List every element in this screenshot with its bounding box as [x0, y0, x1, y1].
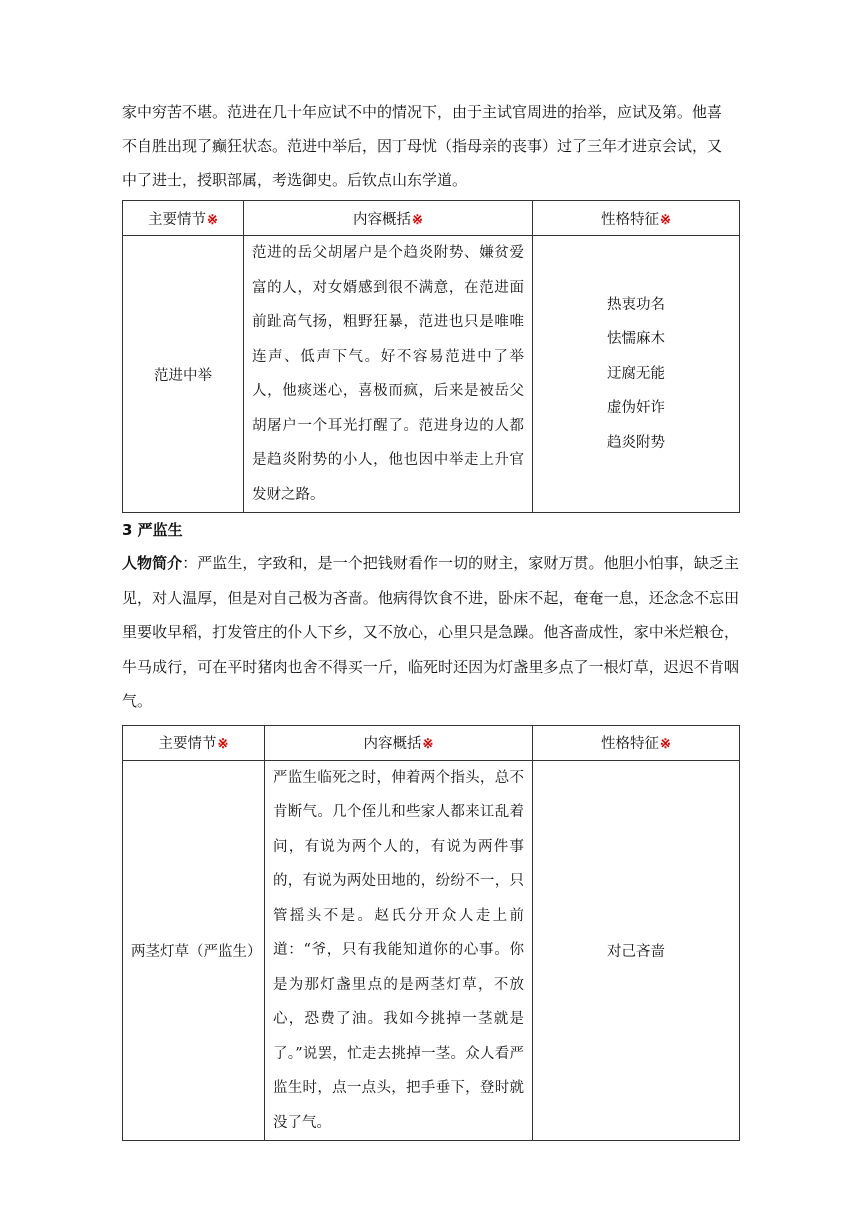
header-summary: 内容概括※ [265, 725, 533, 760]
header-plot: 主要情节※ [123, 725, 265, 760]
trait-item: 迂腐无能 [607, 365, 665, 382]
table-header-row [123, 725, 740, 760]
header-plot: 主要情节※ [123, 201, 244, 236]
plot-cell: 范进中举 [123, 236, 244, 513]
trait-item: 热衷功名 [607, 296, 665, 313]
intro-text: ：严监生，字致和，是一个把钱财看作一切的财主，家财万贯。他胆小怕事，缺乏主见，对人温厚，但是对自己极为吝啬。他病得饮食不进，卧床不起，奄奄一息，还念念不忘田里要收早稻，打发管庄的仆人下乡，又不放心，心里只是急躁。他吝啬成性，家中米烂粮仓，牛马成行，可在平时猪肉也舍不得买一斤，临死时还因为灯盏里多点了一根灯草，迟迟不肯咽气。 [122, 554, 739, 710]
reference-mark: ※ [412, 212, 423, 228]
yanjiansheng-table [122, 725, 740, 1142]
reference-mark: ※ [422, 737, 434, 752]
traits-cell [533, 236, 740, 513]
reference-mark: ※ [207, 212, 218, 228]
trait-item: 虚伪奸诈 [607, 400, 665, 417]
trait-item: 趋炎附势 [607, 434, 665, 451]
section-title: 3 严监生 [122, 521, 183, 539]
summary-cell: 范进的岳父胡屠户是个趋炎附势、嫌贫爱富的人，对女婿感到很不满意，在范进面前趾高气扬，粗野狂暴，范进也只是唯唯连声、低声下气。好不容易范进中了举人，他痰迷心，喜极而疯，后来是被岳父胡屠户一个耳光打醒了。范进身边的人都是趋炎附势的小人，他也因中举走上升官发财之路。 [244, 236, 533, 513]
header-summary: 内容概括※ [244, 201, 533, 236]
intro-label: 人物简介 [122, 554, 183, 572]
table-row [123, 236, 740, 513]
intro-line: 家中穷苦不堪。范进在几十年应试不中的情况下，由于主试官周进的抬举，应试及第。他喜 [122, 103, 723, 121]
reference-mark: ※ [660, 737, 671, 752]
table-header-row [123, 201, 740, 236]
reference-mark: ※ [660, 212, 671, 228]
character-intro [122, 546, 739, 719]
intro-line: 中了进士，授职部属，考选御史。后钦点山东学道。 [122, 171, 468, 189]
fanjin-table [122, 200, 740, 513]
header-traits: 性格特征※ [533, 201, 740, 236]
traits-cell: 对己吝啬 [533, 760, 740, 1141]
reference-mark: ※ [217, 737, 229, 752]
document-page [122, 95, 739, 1141]
table-row [123, 760, 740, 1141]
plot-cell: 两茎灯草（严监生） [123, 760, 265, 1141]
intro-paragraph [122, 95, 739, 197]
summary-cell: 严监生临死之时，伸着两个指头，总不肯断气。几个侄儿和些家人都来讧乱着问，有说为两个人的，有说为两件事的，有说为两处田地的，纷纷不一，只管摇头不是。赵氏分开众人走上前道：“爷，只有我能知道你的心事。你是为那灯盏里点的是两茎灯草，不放心，恐费了油。我如今挑掉一茎就是了。”说罢，忙走去挑掉一茎。众人看严监生时，点一点头，把手垂下，登时就没了气。 [265, 760, 533, 1141]
intro-line: 不自胜出现了癫狂状态。范进中举后，因丁母忧（指母亲的丧事）过了三年才进京会试，又 [122, 137, 723, 155]
header-traits: 性格特征※ [533, 725, 740, 760]
trait-item: 怯懦麻木 [607, 331, 665, 348]
